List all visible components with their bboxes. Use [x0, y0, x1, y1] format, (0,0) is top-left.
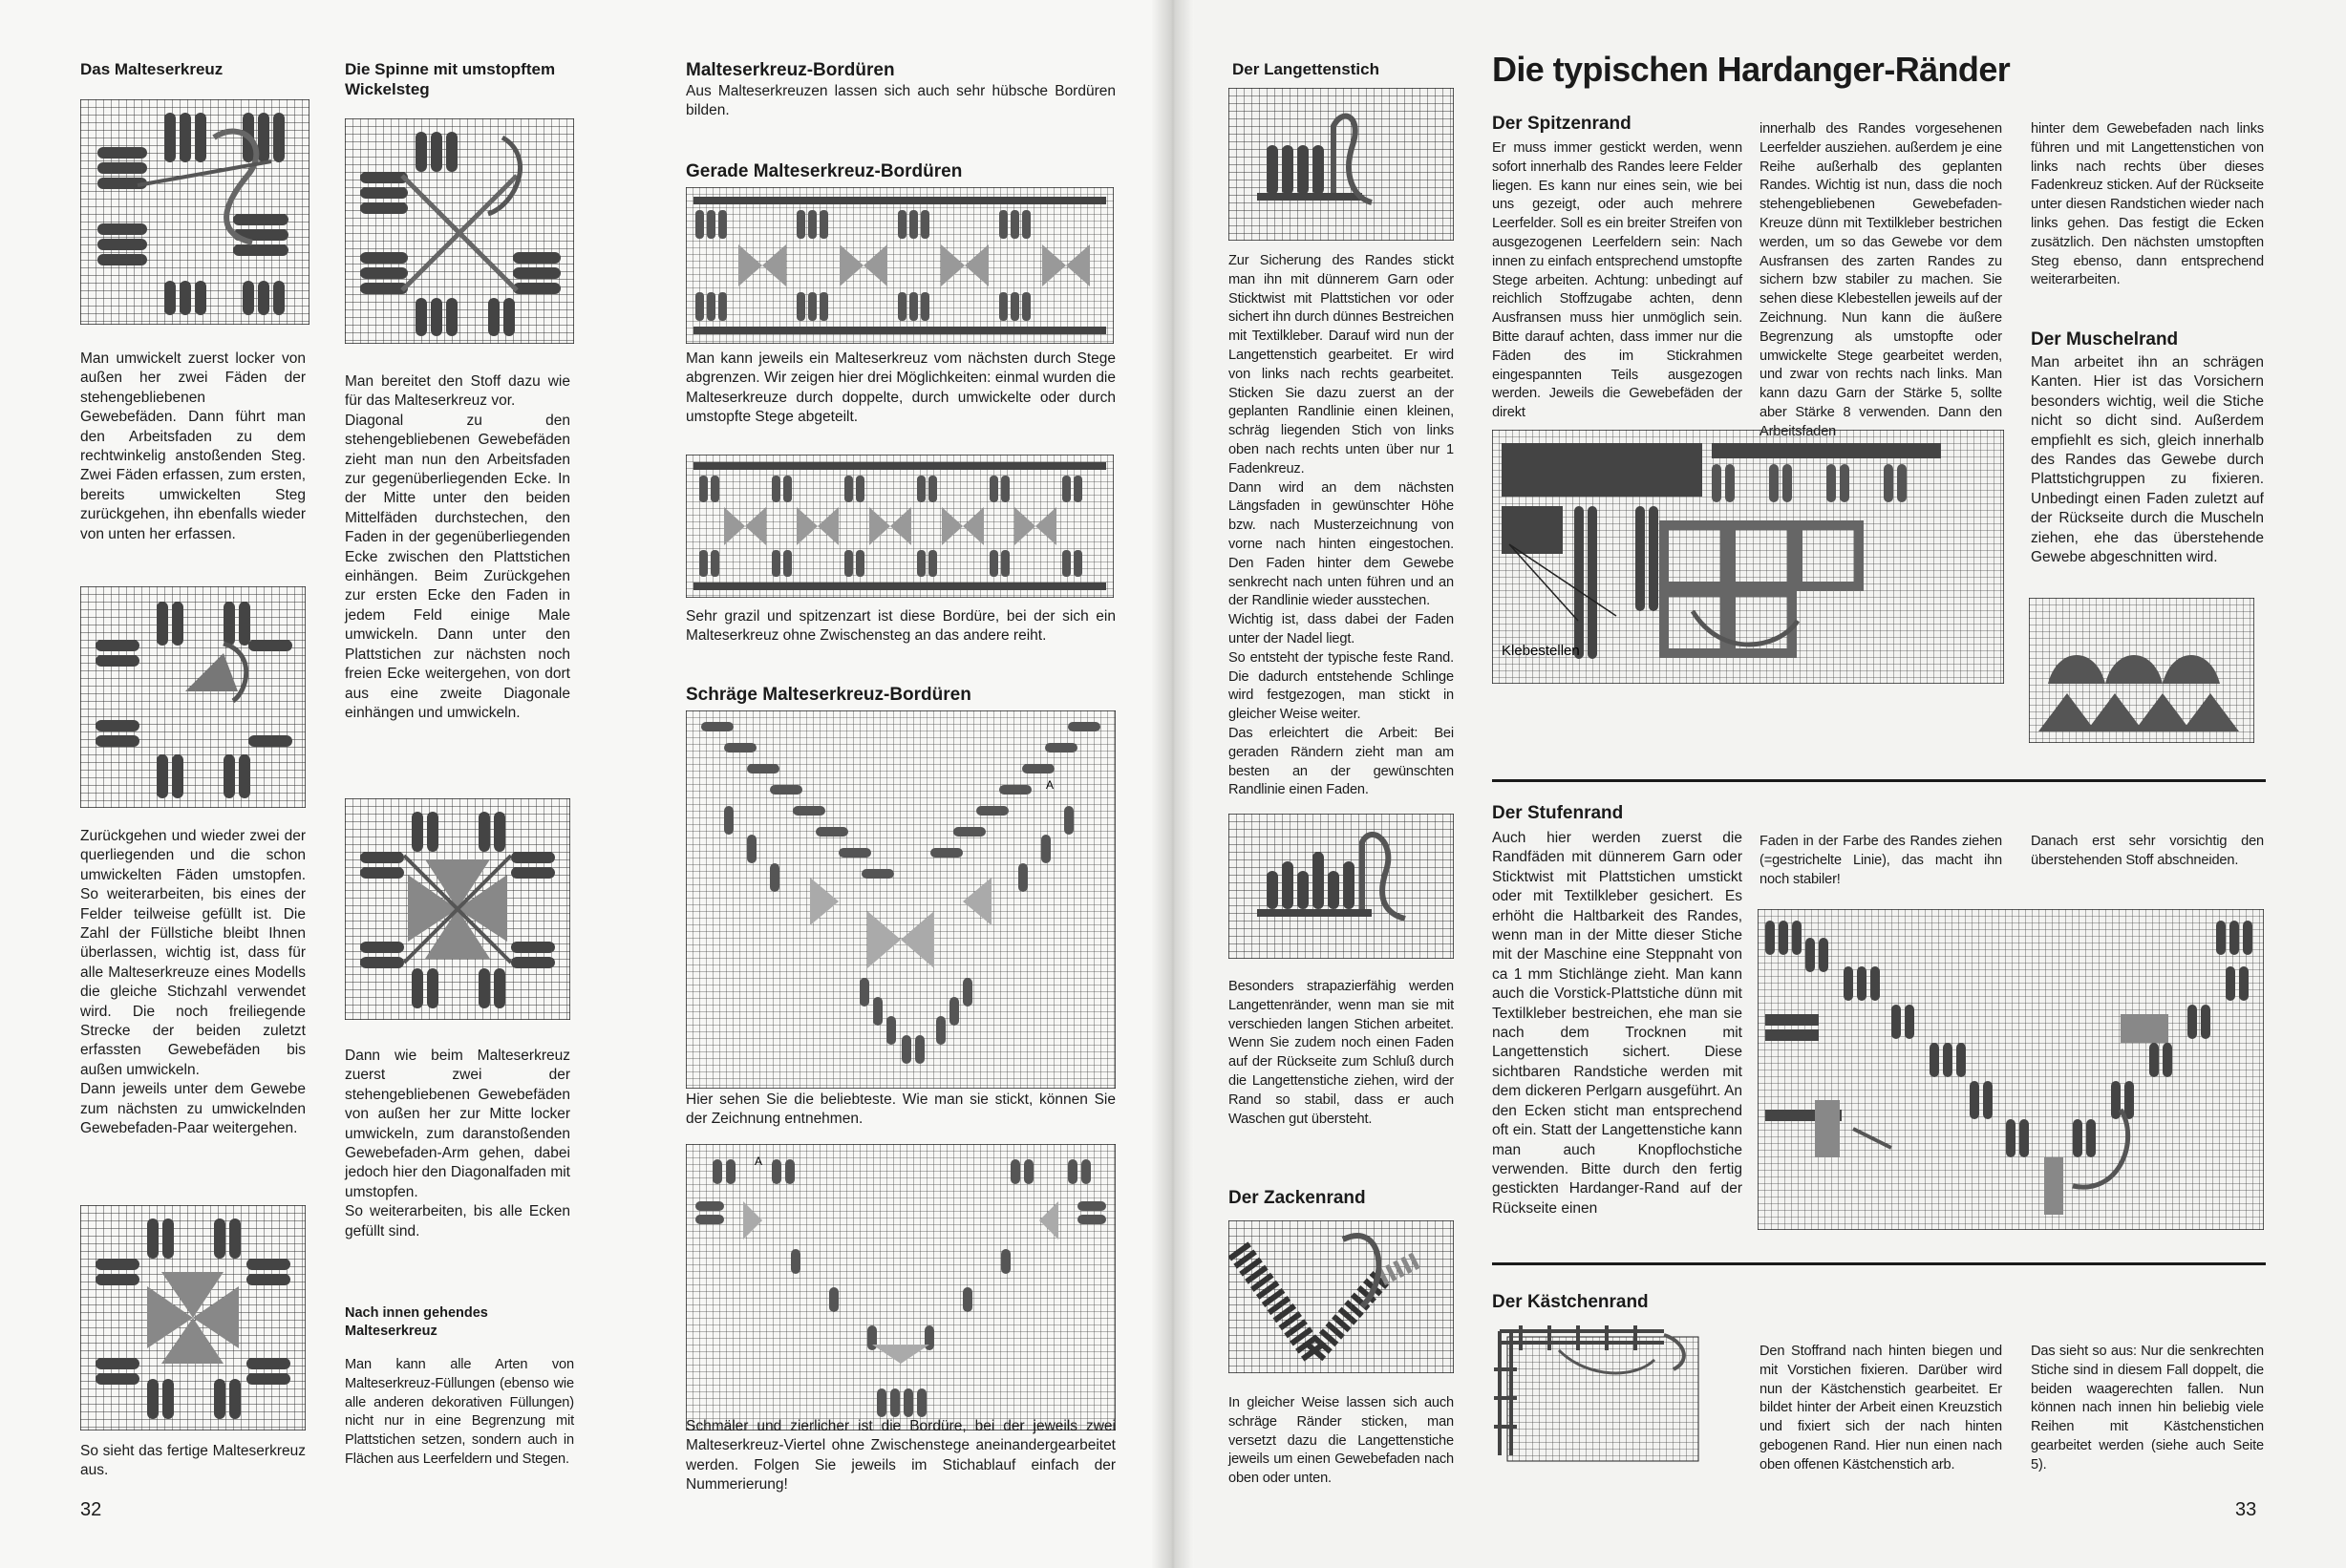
buttonhole-stitch-figure	[1228, 88, 1454, 241]
shell-edge-text: Man arbeitet ihn an schrägen Kanten. Hier ist das Vorsichern besonders wichtig, weil die Stiche nicht so dicht sind. Außerdem empfiehlt es sich, gleich innerhalb des Randes das Gewebe durch Plattstichgruppen zu fixieren. Unbedingt einen Faden zuletzt auf der Rückseite durch die Muscheln ziehen, ehe das überstehende Gewebe abgeschnitten wird.	[2031, 354, 2264, 566]
straight-border-figure-1	[686, 187, 1114, 344]
buttonhole-stitch-variable-figure	[1228, 814, 1454, 959]
straight-border-caption-1: Man kann jeweils ein Malteserkreuz vom nächsten durch Stege abgrenzen. Wir zeigen hier drei Möglichkeiten: einmal wurden die Malteserkreuze durch doppelte, durch umwickelte oder durch umstopfte Stege abgeteilt.	[686, 350, 1116, 426]
maltese-cross-text-3: So sieht das fertige Malteserkreuz aus.	[80, 1443, 306, 1479]
step-edge-text-a: Auch hier werden zuerst die Randfäden mit dünnerem Garn oder Sticktwist mit Plattstichen umstickt oder mit Textilkleber gesichert. Es erhöht die Haltbarkeit des Randes, wenn man in der Mitte dieser Stiche mit der Maschine eine Steppnaht von ca 1 mm Stichlänge zieht. Man kann auch die Vorstick-Plattstiche dünn mit Textilkleber bestreichen, ehe man sie nach dem Trocknen mit Langettenstich sichert. Diese sichtbaren Randstiche werden mit dem dickeren Perlgarn ausgeführt. An den Ecken sticht man entsprechend oft ein. Statt der Langettenstiche kann man auch Knopflochstiche verwenden. Bitte durch den fertig gestickten Hardanger-Rand auf der Rückseite einen	[1492, 830, 1742, 1217]
buttonhole-stitch-text-2: Besonders strapazierfähig werden Langettenränder, wenn man sie mit verschieden langen Stichen arbeitet. Wenn Sie zudem noch einen Faden auf der Rückseite zum Schluß durch die Langettenstiche ziehen, wird der Rand so stabil, dass er auch Waschen gut übersteht.	[1228, 979, 1454, 1127]
left-page-number: 32	[80, 1499, 102, 1520]
box-edge-heading: Der Kästchenrand	[1492, 1292, 1649, 1312]
spider-heading: Die Spinne mit umstopftem Wickelsteg	[345, 60, 556, 98]
spider-text-1: Man bereitet den Stoff dazu wie für das Malteserkreuz vor. Diagonal zu den stehengebliebenen Gewebefäden zieht man nun den Arbeitsfaden zur gegenüberliegenden Ecke. In der Mitte unter den beiden Mittelfäden durchstechen, den Faden in der gegenüberliegenden Ecke zwischen den Plattstichen einhängen. Beim Zurückgehen zur ersten Ecke den Faden in jedem Feld einige Male umwickeln. Dann unter den Plattstichen zur nächsten noch freien Ecke weitergehen, von dort aus eine zweite Diagonale einhängen und umwickeln.	[345, 373, 570, 721]
lace-edge-heading: Der Spitzenrand	[1492, 114, 1632, 134]
lace-edge-text-c: hinter dem Gewebefaden nach links führen und mit Langettenstichen von links nach rechts über dieses Fadenkreuz sticken. Auf der Rückseite unter diesen Randstichen wieder nach links gehen. Das festigt die Ecken zusätzlich. Den nächsten umstopften Steg ebenso, dann entsprechend weiterarbeiten.	[2031, 121, 2264, 288]
maltese-cross-step1-figure	[80, 99, 309, 325]
buttonhole-stitch-text-1: Zur Sicherung des Randes stickt man ihn mit dünnerem Garn oder Sticktwist mit Plattstichen vor oder sichert ihn durch dünnes Bestreichen mit Textilkleber. Darauf wird nun der Langettenstich gearbeitet. Er wird von links nach rechts gearbeitet. Sticken Sie dazu zuerst an der geplanten Randlinie einen kleinen, schräg liegenden Stich von links oben nach rechts unten über nur 1 Fadenkreuz. Dann wird an dem nächsten Längsfaden in gewünschter Höhe bzw. nach Musterzeichnung von vorne nach hinten eingestochen. Den Faden hinter dem Gewebe senkrecht nach unten führen und an der Randlinie wieder ausstechen. Wichtig ist, dass dabei der Faden unter der Nadel liegt. So entsteht der typische feste Rand. Die dadurch entstehende Schlinge wird festgezogen, man stickt in gleicher Weise weiter. Das erleichtert die Arbeit: Bei geraden Rändern zieht man am besten an der gewünschten Randlinie einen Faden.	[1228, 253, 1454, 798]
diagonal-border-caption-1: Hier sehen Sie die beliebteste. Wie man sie stickt, können Sie der Zeichnung entnehmen.	[686, 1091, 1116, 1128]
diagonal-borders-subheading: Schräge Malteserkreuz-Bordüren	[686, 685, 971, 705]
inward-maltese-cross-subheading: Nach innen gehendes Malteserkreuz	[345, 1305, 488, 1339]
zigzag-edge-figure	[1228, 1220, 1454, 1373]
diagonal-border-caption-2: Schmäler und zierlicher ist die Bordüre, bei der jeweils zwei Malteserkreuz-Viertel ohne Zwischenstege aneinandergearbeitet werden. Folgen Sie jeweils im Stichablauf einfach der Nummerierung!	[686, 1418, 1116, 1494]
zigzag-edge-heading: Der Zackenrand	[1228, 1188, 1366, 1208]
maltese-cross-text-1: Man umwickelt zuerst locker von außen her zwei Fäden der stehengebliebenen Gewebefäden. Dann führt man den Arbeitsfaden zu dem rechtwinkelig anstoßenden Steg. Zwei Fäden erfassen, zum ersten, bereits umwickelten Steg zurückgehen, ihn ebenfalls wieder von unten her erfassen.	[80, 350, 306, 542]
maltese-borders-heading: Malteserkreuz-Bordüren	[686, 60, 895, 80]
maltese-cross-step2-figure	[80, 586, 306, 808]
straight-border-figure-2	[686, 455, 1114, 598]
right-page-number: 33	[2235, 1499, 2257, 1520]
inward-maltese-cross-text: Man kann alle Arten von Malteserkreuz-Füllungen (ebenso wie alle anderen dekorativen Füllungen) nicht nur in eine Begrenzung mit Plattstichen setzen, sondern auch in Flächen aus Leerfeldern und Stegen.	[345, 1357, 574, 1467]
spider-step1-figure	[345, 118, 574, 344]
maltese-cross-text-2: Zurückgehen und wieder zwei der querliegenden und die schon umwickelten Fäden umstopfen. So weiterarbeiten, bis eines der Felder teilweise gefüllt ist. Die Zahl der Füllstiche bleibt Ihnen überlassen, wichtig ist, dass für alle Malteserkreuze eines Modells die gleiche Stichzahl verwendet wird. Die noch freiliegende Strecke der beiden zuletzt erfassten Gewebefäden bis außen umwickeln. Dann jeweils unter dem Gewebe zum nächsten zu umwickelnden Gewebefaden-Paar weitergehen.	[80, 828, 306, 1137]
diagonal-border-figure-2	[686, 1144, 1116, 1430]
straight-border-caption-2: Sehr grazil und spitzenzart ist diese Bordüre, bei der sich ein Malteserkreuz ohne Zwischensteg an das andere reiht.	[686, 608, 1116, 645]
section-divider-1	[1492, 779, 2266, 782]
box-edge-figure	[1492, 1322, 1742, 1465]
section-divider-2	[1492, 1262, 2266, 1265]
finished-maltese-cross-figure	[80, 1205, 306, 1430]
right-page-title: Die typischen Hardanger-Ränder	[1492, 50, 2011, 89]
lace-edge-text-a: Er muss immer gestickt werden, wenn sofort innerhalb des Randes leere Felder liegen. Es kann nur eines sein, wie bei uns gezeigt, oder auch mehrere Leerfelder. Soll es ein breiter Streifen von ausgezogenen Leerfeldern sein: Nach innen zu einfach entsprechend umstopfte Stege arbeiten. Achtung: unbedingt auf reichlich Stoffzugabe achten, denn Ausfransen muss hier unmöglich sein. Bitte darauf achten, dass immer nur die Fäden des im Stickrahmen eingespannten Teils ausgezogen werden. Jeweils die Gewebefäden der direkt	[1492, 140, 1742, 421]
lace-edge-text-b: innerhalb des Randes vorgesehenen Leerfelder ausziehen. außerdem je eine Reihe außerhalb des geplanten Randes. Wichtig ist nun, dass die noch stehengebliebenen Gewebefaden-Kreuze dünn mit Textilkleber bestrichen werden, um so das Gewebe vor dem Ausfransen des zarten Randes zu sichern bzw stabiler zu machen. Sie sehen diese Klebestellen jeweils auf der Zeichnung. Nun kann die äußere Begrenzung als umstopfte oder umwickelte Stege gearbeitet werden, und zwar von rechts nach links. Man kann dazu Garn der Stärke 5, sollte aber Stärke 8 verwenden. Dann den	[1760, 121, 2002, 420]
shell-edge-figure	[2029, 598, 2254, 743]
step-edge-figure	[1758, 909, 2264, 1230]
lace-edge-figure	[1492, 430, 2004, 684]
step-edge-text-c: Danach erst sehr vorsichtig den überstehenden Stoff abschneiden.	[2031, 834, 2264, 868]
shell-edge-heading: Der Muschelrand	[2031, 329, 2179, 350]
maltese-borders-intro: Aus Malteserkreuzen lassen sich auch sehr hübsche Bordüren bilden.	[686, 83, 1116, 119]
step-edge-heading: Der Stufenrand	[1492, 803, 1624, 823]
straight-borders-subheading: Gerade Malteserkreuz-Bordüren	[686, 161, 963, 181]
spider-text-2: Dann wie beim Malteserkreuz zuerst zwei der stehengebliebenen Gewebefäden von außen her zur Mitte locker umwickeln, zum daranstoßenden Gewebefaden-Arm gehen, dabei jedoch hier den Diagonalfaden mit umstopfen. So weiterarbeiten, bis alle Ecken gefüllt sind.	[345, 1048, 570, 1240]
zigzag-edge-text: In gleicher Weise lassen sich auch schräge Ränder sticken, man versetzt dazu die Langettenstiche jeweils um einen Gewebefaden nach oben oder unten.	[1228, 1395, 1454, 1487]
diagonal-figure-2-label-a: A	[755, 1155, 763, 1168]
box-edge-text-b: Den Stoffrand nach hinten biegen und mit Vorstichen fixieren. Darüber wird nun der Kästchenstich gearbeitet. Er bildet hinter der Arbeit einen Kreuzstich und fixiert sich der nach hinten gebogenen Rand. Hier nun einen nach oben offenen Kästchenstich arb.	[1760, 1344, 2002, 1473]
diagonal-figure-label-a: A	[1046, 778, 1055, 792]
maltese-cross-heading: Das Malteserkreuz	[80, 60, 224, 78]
adhesive-points-label: Klebestellen	[1502, 643, 1580, 659]
buttonhole-stitch-heading: Der Langettenstich	[1232, 60, 1379, 78]
box-edge-text-c: Das sieht so aus: Nur die senkrechten Stiche sind in diesem Fall doppelt, die beiden waagerechten fallen. Nun können nach innen hin beliebig viele Reihen mit Kästchenstichen gearbeitet werden (siehe auch Seite 5).	[2031, 1344, 2264, 1473]
step-edge-text-b: Faden in der Farbe des Randes ziehen (=gestrichelte Linie), das macht ihn noch stabiler!	[1760, 834, 2002, 887]
diagonal-border-figure-1	[686, 710, 1116, 1089]
spider-finished-figure	[345, 798, 570, 1020]
